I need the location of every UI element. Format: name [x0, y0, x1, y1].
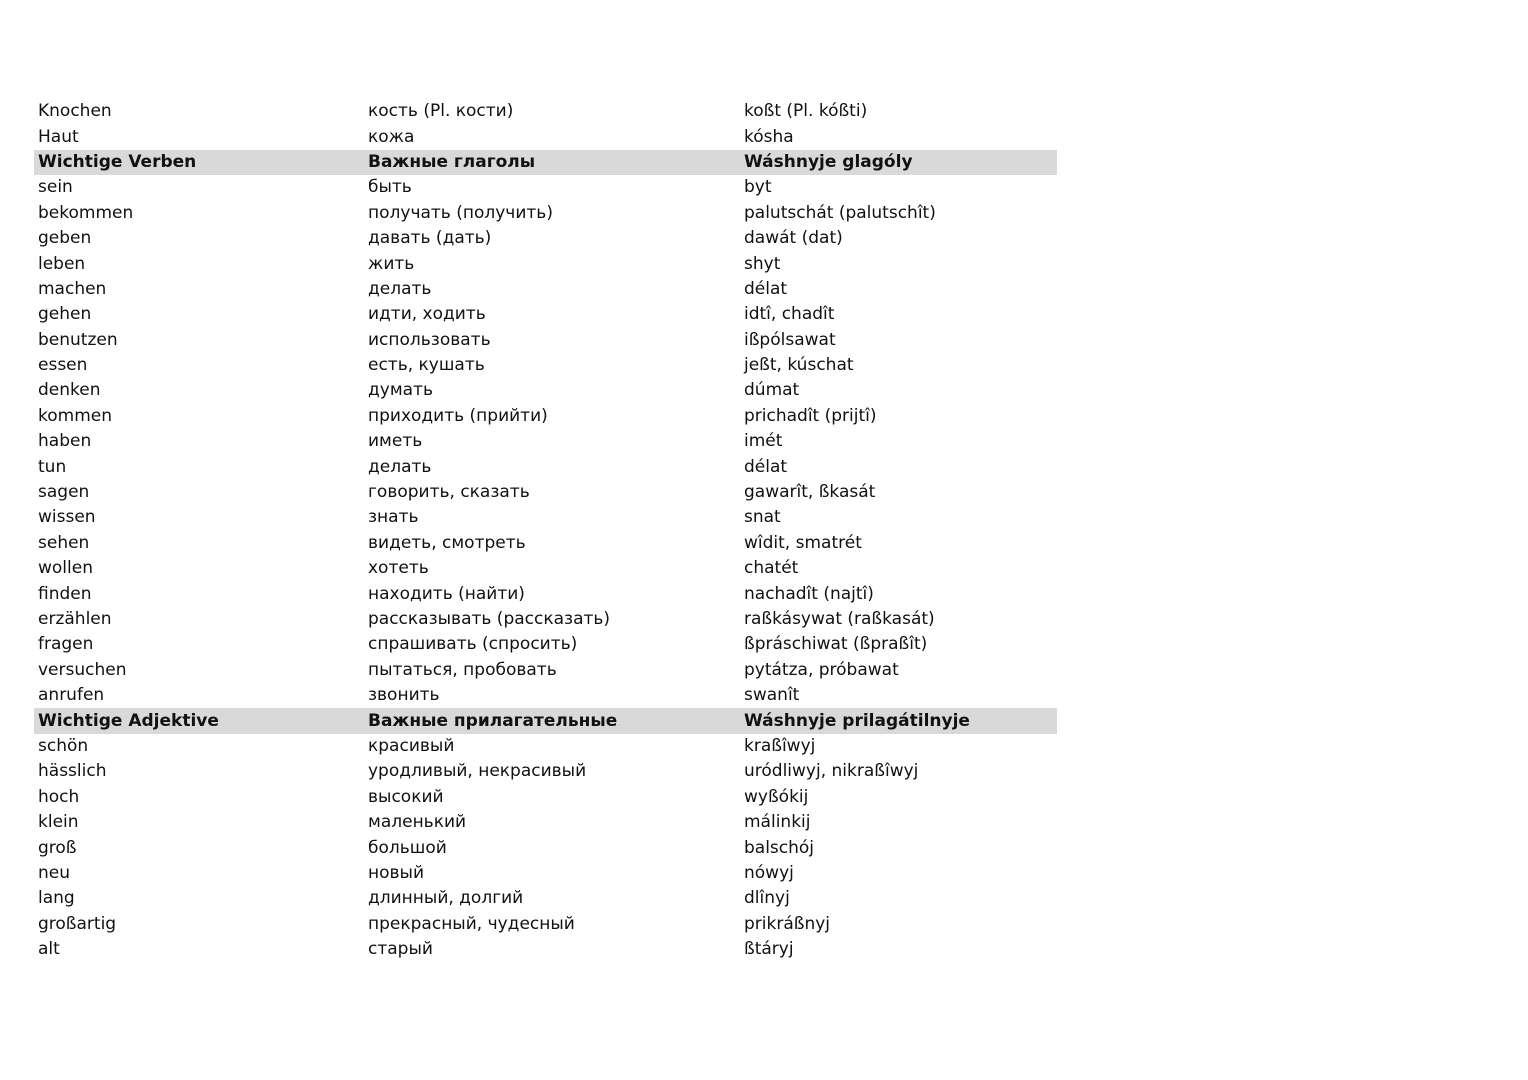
russian-word: есть, кушать [368, 355, 485, 376]
russian-word: хотеть [368, 558, 429, 579]
german-word: schön [38, 735, 89, 756]
german-word: tun [38, 456, 67, 477]
vocab-row [34, 124, 1057, 149]
vocab-row [34, 226, 1057, 251]
vocab-row [34, 937, 1057, 962]
transliteration: dawát (dat) [744, 228, 843, 249]
vocab-row [34, 454, 1057, 479]
vocab-row [34, 429, 1057, 454]
german-word: benutzen [38, 329, 118, 350]
vocab-row [34, 835, 1057, 860]
russian-word: видеть, смотреть [368, 532, 526, 553]
transliteration: uródliwyj, nikraßîwyj [744, 761, 919, 782]
transliteration: swanît [744, 685, 800, 706]
vocab-row [34, 861, 1057, 886]
transliteration: kraßîwyj [744, 735, 816, 756]
section-title-russian-word: Важные прилагательные [368, 710, 618, 731]
german-word: alt [38, 939, 60, 960]
german-word: machen [38, 278, 107, 299]
russian-word: иметь [368, 431, 423, 452]
transliteration: koßt (Pl. kóßti) [744, 101, 868, 122]
german-word: hoch [38, 786, 80, 807]
german-word: finden [38, 583, 92, 604]
russian-word: делать [368, 278, 432, 299]
russian-word: кость (Pl. кости) [368, 101, 514, 122]
transliteration: snat [744, 507, 781, 528]
german-word: großartig [38, 913, 117, 934]
russian-word: новый [368, 862, 425, 883]
russian-word: пытаться, пробовать [368, 659, 557, 680]
vocab-row [34, 302, 1057, 327]
russian-word: спрашивать (спросить) [368, 634, 578, 655]
transliteration: pytátza, próbawat [744, 659, 899, 680]
vocab-row [34, 607, 1057, 632]
section-title-german-word: Wichtige Verben [38, 151, 197, 172]
german-word: essen [38, 355, 88, 376]
russian-word: получать (получить) [368, 202, 553, 223]
section-header-row [34, 708, 1057, 733]
transliteration: dúmat [744, 380, 800, 401]
vocab-row [34, 759, 1057, 784]
vocab-row [34, 480, 1057, 505]
transliteration: raßkásywat (raßkasát) [744, 609, 935, 629]
vocab-row [34, 785, 1057, 810]
transliteration: dlînyj [744, 888, 790, 909]
russian-word: большой [368, 837, 447, 858]
german-word: fragen [38, 634, 94, 655]
german-word: versuchen [38, 659, 127, 680]
german-word: Knochen [38, 101, 112, 122]
vocab-row [34, 912, 1057, 937]
vocab-row [34, 99, 1057, 124]
vocab-row [34, 886, 1057, 911]
transliteration: prikráßnyj [744, 913, 831, 934]
russian-word: жить [368, 253, 415, 274]
vocab-row [34, 353, 1057, 378]
russian-word: приходить (прийти) [368, 405, 548, 426]
russian-word: знать [368, 507, 419, 528]
transliteration: ißpólsawat [744, 329, 836, 350]
vocab-row [34, 277, 1057, 302]
russian-word: маленький [368, 812, 467, 833]
german-word: wissen [38, 507, 96, 528]
transliteration: idtî, chadît [744, 304, 835, 325]
german-word: erzählen [38, 609, 112, 629]
vocab-row [34, 251, 1057, 276]
vocab-row [34, 404, 1057, 429]
german-word: kommen [38, 405, 112, 426]
vocab-row [34, 556, 1057, 581]
russian-word: кожа [368, 126, 415, 147]
transliteration: ßpráschiwat (ßpraßît) [744, 634, 928, 655]
section-title-russian-word: Важные глаголы [368, 151, 536, 172]
russian-word: делать [368, 456, 432, 477]
russian-word: длинный, долгий [368, 888, 524, 909]
german-word: denken [38, 380, 101, 401]
russian-word: находить (найти) [368, 583, 525, 604]
russian-word: давать (дать) [368, 228, 492, 249]
russian-word: звонить [368, 685, 440, 706]
russian-word: быть [368, 177, 412, 198]
german-word: anrufen [38, 685, 105, 706]
german-word: lang [38, 888, 75, 909]
vocab-row [34, 581, 1057, 606]
transliteration: byt [744, 177, 772, 198]
vocab-row [34, 505, 1057, 530]
russian-word: рассказывать (рассказать) [368, 609, 611, 629]
vocabulary-table [34, 99, 1057, 962]
transliteration: shyt [744, 253, 781, 274]
transliteration: délat [744, 456, 788, 477]
german-word: wollen [38, 558, 93, 579]
transliteration: balschój [744, 837, 815, 858]
german-word: groß [38, 837, 77, 858]
transliteration: prichadît (prijtî) [744, 405, 877, 426]
russian-word: использовать [368, 329, 491, 350]
section-title-transliteration: Wáshnyje glagóly [744, 151, 913, 172]
german-word: sagen [38, 482, 90, 503]
section-header-row [34, 150, 1057, 175]
vocab-row [34, 683, 1057, 708]
german-word: klein [38, 812, 79, 833]
vocab-row [34, 632, 1057, 657]
german-word: geben [38, 228, 92, 249]
vocab-row [34, 328, 1057, 353]
german-word: neu [38, 862, 71, 883]
vocab-row [34, 201, 1057, 226]
section-title-german-word: Wichtige Adjektive [38, 710, 219, 731]
vocab-row [34, 175, 1057, 200]
german-word: gehen [38, 304, 92, 325]
transliteration: palutschát (palutschît) [744, 202, 936, 223]
transliteration: wîdit, smatrét [744, 532, 862, 553]
vocab-row [34, 734, 1057, 759]
transliteration: málinkij [744, 812, 811, 833]
russian-word: прекрасный, чудесный [368, 913, 575, 934]
german-word: leben [38, 253, 86, 274]
transliteration: nachadît (najtî) [744, 583, 874, 604]
vocab-row [34, 658, 1057, 683]
transliteration: délat [744, 278, 788, 299]
russian-word: говорить, сказать [368, 482, 530, 503]
transliteration: gawarît, ßkasát [744, 482, 876, 503]
transliteration: chatét [744, 558, 799, 579]
russian-word: красивый [368, 735, 455, 756]
german-word: hässlich [38, 761, 107, 782]
russian-word: уродливый, некрасивый [368, 761, 587, 782]
section-title-transliteration: Wáshnyje prilagátilnyje [744, 710, 970, 731]
german-word: Haut [38, 126, 79, 147]
german-word: sein [38, 177, 73, 198]
german-word: bekommen [38, 202, 134, 223]
vocab-row [34, 378, 1057, 403]
russian-word: думать [368, 380, 433, 401]
transliteration: nówyj [744, 862, 794, 883]
russian-word: старый [368, 939, 433, 960]
vocab-row [34, 810, 1057, 835]
transliteration: jeßt, kúschat [744, 355, 854, 376]
vocab-row [34, 531, 1057, 556]
transliteration: wyßókij [744, 786, 809, 807]
german-word: haben [38, 431, 92, 452]
german-word: sehen [38, 532, 90, 553]
vocabulary-rows [34, 99, 1057, 962]
transliteration: imét [744, 431, 783, 452]
russian-word: высокий [368, 786, 444, 807]
russian-word: идти, ходить [368, 304, 486, 325]
transliteration: kósha [744, 126, 794, 147]
transliteration: ßtáryj [744, 939, 794, 960]
